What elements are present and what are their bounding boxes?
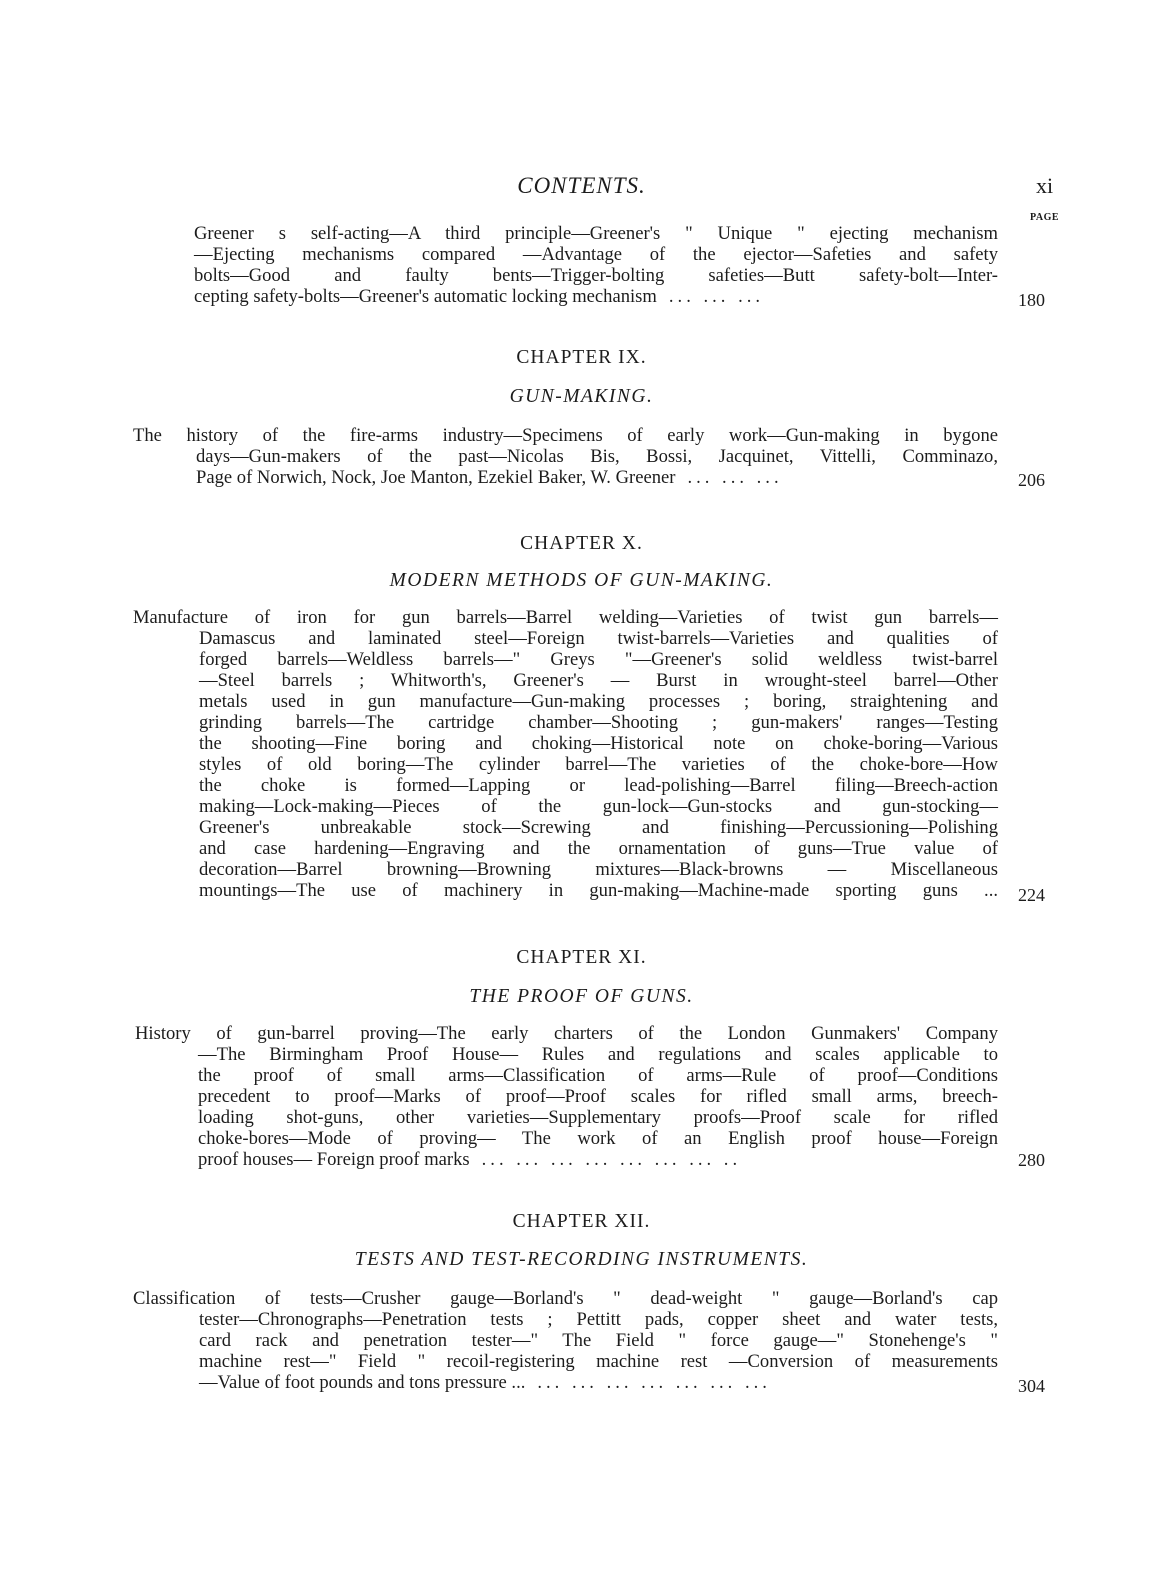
entry-line: decoration—Barrel browning—Browning mixtures—Black-browns — Miscellaneous [199, 859, 998, 880]
entry-line: History of gun-barrel proving—The early charters of the London Gunmakers' Company [135, 1023, 998, 1044]
toc-entry-ch10 [133, 607, 998, 901]
entry-line: precedent to proof—Marks of proof—Proof scales for rifled small arms, breech- [198, 1086, 998, 1107]
chapter-heading: CHAPTER XI. [516, 947, 647, 968]
chapter-title: TESTS AND TEST-RECORDING INSTRUMENTS. [354, 1249, 809, 1270]
entry-line: Damascus and laminated steel—Foreign twist-barrels—Varieties and qualities of [199, 628, 998, 649]
page-number: 280 [1018, 1150, 1045, 1170]
entry-line: —Value of foot pounds and tons pressure ... ... ... ... ... ... ... ... [199, 1372, 771, 1393]
entry-line: choke-bores—Mode of proving— The work of an English proof house—Foreign [198, 1128, 998, 1149]
entry-line: the shooting—Fine boring and choking—Historical note on choke-boring—Various [199, 733, 998, 754]
chapter-title: MODERN METHODS OF GUN-MAKING. [389, 570, 774, 591]
entry-line: grinding barrels—The cartridge chamber—Shooting ; gun-makers' ranges—Testing [199, 712, 998, 733]
entry-line: the proof of small arms—Classification of arms—Rule of proof—Conditions [198, 1065, 998, 1086]
entry-line: Page of Norwich, Nock, Joe Manton, Ezekiel Baker, W. Greener ... ... ... [196, 467, 783, 488]
entry-line: styles of old boring—The cylinder barrel—The varieties of the choke-bore—How [199, 754, 998, 775]
entry-line: tester—Chronographs—Penetration tests ; Pettitt pads, copper sheet and water tests, [199, 1309, 998, 1330]
entry-line: proof houses— Foreign proof marks ... ... ... ... ... ... ... .. [198, 1149, 742, 1170]
running-head-title: CONTENTS. [517, 173, 646, 198]
chapter-title: THE PROOF OF GUNS. [469, 986, 694, 1007]
entry-line: card rack and penetration tester—" The Field " force gauge—" Stonehenge's " [199, 1330, 998, 1351]
entry-line: loading shot-guns, other varieties—Supplementary proofs—Proof scale for rifled [198, 1107, 998, 1128]
entry-line: Greener's unbreakable stock—Screwing and finishing—Percussioning—Polishing [199, 817, 998, 838]
entry-line: the choke is formed—Lapping or lead-polishing—Barrel filing—Breech-action [199, 775, 998, 796]
entry-line: machine rest—" Field " recoil-registering machine rest —Conversion of measurements [199, 1351, 998, 1372]
entry-line: and case hardening—Engraving and the ornamentation of guns—True value of [199, 838, 998, 859]
page-number: 304 [1018, 1376, 1045, 1396]
entry-line: making—Lock-making—Pieces of the gun-lock—Gun-stocks and gun-stocking— [199, 796, 998, 817]
chapter-title: GUN-MAKING. [509, 386, 654, 407]
page-numeral: xi [1036, 173, 1054, 198]
page-number: 224 [1018, 885, 1045, 905]
page-column-label: PAGE [1030, 212, 1060, 223]
chapter-heading: CHAPTER X. [520, 533, 643, 554]
chapter-heading: CHAPTER IX. [516, 347, 647, 368]
entry-line: forged barrels—Weldless barrels—" Greys "—Greener's solid weldless twist-barrel [199, 649, 998, 670]
entry-line: Greener s self-acting—A third principle—Greener's " Unique " ejecting mechanism [194, 223, 998, 244]
entry-line: bolts—Good and faulty bents—Trigger-bolting safeties—Butt safety-bolt—Inter- [194, 265, 998, 286]
entry-line: cepting safety-bolts—Greener's automatic locking mechanism ... ... ... [194, 286, 765, 307]
toc-entry-ch8-continued [194, 223, 998, 307]
entry-line: —The Birmingham Proof House— Rules and regulations and scales applicable to [198, 1044, 998, 1065]
entry-line: mountings—The use of machinery in gun-making—Machine-made sporting guns ... [199, 880, 998, 901]
entry-line: metals used in gun manufacture—Gun-making processes ; boring, straightening and [199, 691, 998, 712]
page-number: 180 [1018, 290, 1045, 310]
chapter-heading: CHAPTER XII. [512, 1211, 651, 1232]
entry-line: Manufacture of iron for gun barrels—Barrel welding—Varieties of twist gun barrels— [133, 607, 998, 628]
toc-entry-ch9 [133, 425, 998, 488]
entry-line: —Ejecting mechanisms compared —Advantage of the ejector—Safeties and safety [194, 244, 998, 265]
page-number: 206 [1018, 470, 1045, 490]
toc-entry-ch11 [135, 1023, 998, 1170]
entry-line: days—Gun-makers of the past—Nicolas Bis, Bossi, Jacquinet, Vittelli, Comminazo, [196, 446, 998, 467]
entry-line: —Steel barrels ; Whitworth's, Greener's — Burst in wrought-steel barrel—Other [199, 670, 998, 691]
entry-line: The history of the fire-arms industry—Specimens of early work—Gun-making in bygone [133, 425, 998, 446]
entry-line: Classification of tests—Crusher gauge—Borland's " dead-weight " gauge—Borland's cap [133, 1288, 998, 1309]
toc-entry-ch12 [133, 1288, 998, 1393]
